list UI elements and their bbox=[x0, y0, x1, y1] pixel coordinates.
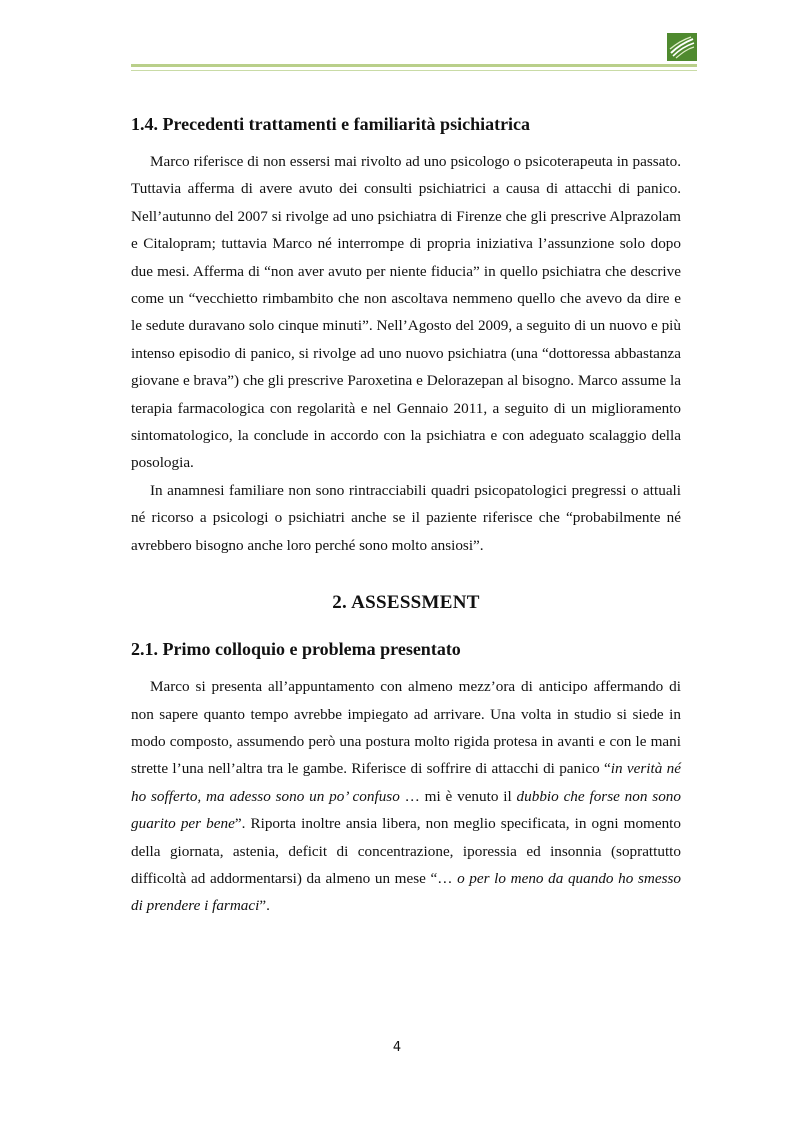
patient-quote: o per lo meno da quando ho smesso di prendere i farmaci bbox=[131, 869, 681, 915]
section-2-1-paragraph-1 bbox=[131, 673, 681, 920]
text-run: ”. bbox=[259, 897, 270, 915]
green-leaf-logo-icon bbox=[667, 33, 697, 61]
header-rule-thick bbox=[131, 64, 697, 67]
text-run: … mi è venuto il bbox=[399, 787, 517, 805]
header-rule-thin bbox=[131, 70, 697, 71]
patient-quote: in verità né ho sofferto, ma adesso sono un po’ confuso bbox=[131, 760, 681, 805]
text-run: ”. Riporta inoltre ansia libera, non meglio specificata, in ogni momento della giornata, astenia, deficit di concentrazione, iporessia ed insonnia (soprattutto difficoltà ad addormentarsi) da almeno un mese “… bbox=[131, 815, 681, 887]
section-2-heading: 2. ASSESSMENT bbox=[332, 592, 480, 614]
section-2-1-heading: 2.1. Primo colloquio e problema presentato bbox=[131, 639, 461, 660]
section-1-4-heading: 1.4. Precedenti trattamenti e familiarità psichiatrica bbox=[131, 114, 531, 134]
section-1-4-paragraph-1: Marco riferisce di non essersi mai rivolto ad uno psicologo o psicoterapeuta in passato. Tuttavia afferma di avere avuto dei consulti psichiatrici a causa di attacchi di panico. Nell’autunno del 2007 si rivolge ad uno psichiatra di Firenze che gli prescrive Alprazolam e Citalopram; tuttavia Marco né interrompe di propria iniziativa l’assunzione solo dopo due mesi. Afferma di “non aver avuto per niente fiducia” in quello psichiatra che descrive come un “vecchietto rimbambito che non ascoltava nemmeno quello che avevo da dire e le sedute duravano solo cinque minuti”. Nell’Agosto del 2009, a seguito di un nuovo e più intenso episodio di panico, si rivolge ad uno nuovo psichiatra (una “dottoressa abbastanza giovane e brava”) che gli prescrive Paroxetina e Delorazepan al bisogno. Marco assume la terapia farmacologica con regolarità e nel Gennaio 2011, a seguito di un miglioramento sintomatologico, la conclude in accordo con la psichiatra e con adeguato scalaggio della posologia. bbox=[131, 153, 681, 472]
section-1-4-paragraph-2: In anamnesi familiare non sono rintracciabili quadri psicopatologici pregressi o attuali né ricorso a psicologi o psichiatri anche se il paziente riferisce che “probabilmente né avrebbero bisogno anche loro perché sono molto ansiosi”. bbox=[131, 481, 681, 554]
page-number: 4 bbox=[392, 1040, 402, 1055]
page-content bbox=[131, 112, 681, 920]
text-run: Marco si presenta all’appuntamento con almeno mezz’ora di anticipo affermando di non sapere quanto tempo avrebbe impiegato ad arrivare. Una volta in studio si siede in modo composto, assumendo però una postura molto rigida protesa in avanti e con le mani strette l’una nell’altra tra le gambe. Riferisce di soffrire di attacchi di panico “ bbox=[131, 678, 681, 778]
patient-quote: dubbio che forse non sono guarito per bene bbox=[131, 787, 681, 833]
